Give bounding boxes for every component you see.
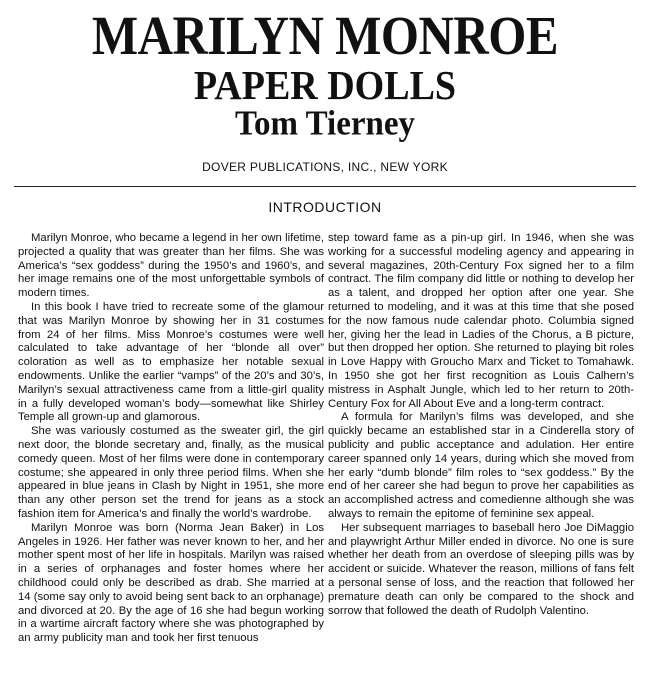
paragraph: She was variously costumed as the sweater girl, the girl next door, the blonde secretary and, finally, as the musical comedy queen. Most of her films were done in contemporary costume; she appeared in only three period films. When she appeared in blue jeans in Clash by Night in 1951, she more than any other person set the trend for jeans as a stock fashion item for America’s and finally the world’s wardrobe. <box>18 425 324 520</box>
section-heading: INTRODUCTION <box>268 199 382 215</box>
paragraph: Marilyn Monroe was born (Norma Jean Baker) in Los Angeles in 1926. Her father was never known to her, and her mother spent most of her life in hospitals. Marilyn was raised in a series of orphanages and foster homes where her childhood could only be described as drab. She married at 14 (some say only to avoid being sent back to an orphanage) and divorced at 20. By the age of 16 she had begun working in a wartime aircraft factory where she was photographed by an army publicity man and took her first tenuous <box>18 521 324 645</box>
text-column-left <box>18 232 324 646</box>
author-name: Tom Tierney <box>234 105 415 143</box>
text-column-right <box>328 232 634 618</box>
paragraph: step toward fame as a pin-up girl. In 1946, when she was working for a successful modeling agency and appearing in several magazines, 20th-Century Fox signed her to a film contract. The film company did little or nothing to develop her as a talent, and dropped her option after one year. She returned to modeling, and it was at this time that she posed for the now famous nude calendar photo. Columbia signed her, giving her the lead in Ladies of the Chorus, a B picture, but then dropped her option. She returned to playing bit roles in Love Happy with Groucho Marx and Ticket to Tomahawk. In 1950 she got her first recognition as Louis Calhern’s mistress in Asphalt Jungle, which led to her return to 20th-Century Fox for All About Eve and a long-term contract. <box>328 232 634 410</box>
paragraph: Her subsequent marriages to baseball hero Joe DiMaggio and playwright Arthur Miller ended in divorce. No one is sure whether her death from an overdose of sleeping pills was by accident or suicide. Whatever the reason, millions of fans felt a personal sense of loss, and the reaction that followed her premature death can only be compared to the shock and sorrow that followed the death of Rudolph Valentino. <box>328 521 634 617</box>
title-main: MARILYN MONROE <box>91 4 559 67</box>
publisher-line: DOVER PUBLICATIONS, INC., NEW YORK <box>202 160 448 174</box>
title-subtitle: PAPER DOLLS <box>193 63 457 109</box>
paragraph: A formula for Marilyn’s films was developed, and she quickly became an established star in a Cinderella story of publicity and public acceptance and adulation. Her entire career spanned only 14 years, during which she moved from her early “dumb blonde” film roles to “sex goddess.” By the end of her career she had begun to prove her capabilities as an accomplished actress and comedienne although she was always to remain the epitome of feminine sex appeal. <box>328 411 634 520</box>
paragraph: Marilyn Monroe, who became a legend in her own lifetime, projected a quality that was greater than her films. She was America’s “sex goddess” during the 1950’s and 1960’s, and her image remains one of the most unforgettable symbols of modern times. <box>18 232 324 300</box>
paragraph: In this book I have tried to recreate some of the glamour that was Marilyn Monroe by showing her in 31 costumes from 24 of her films. Miss Monroe’s costumes were well calculated to take advantage of her “blonde all over” coloration as well as to emphasize her notable sexual endowments. Unlike the earlier “vamps” of the 20’s and 30’s, Marilyn’s sexual attractiveness came from a little-girl quality in a fully developed woman’s body—somewhat like Shirley Temple all grown-up and glamorous. <box>18 300 324 424</box>
horizontal-divider <box>14 186 636 187</box>
